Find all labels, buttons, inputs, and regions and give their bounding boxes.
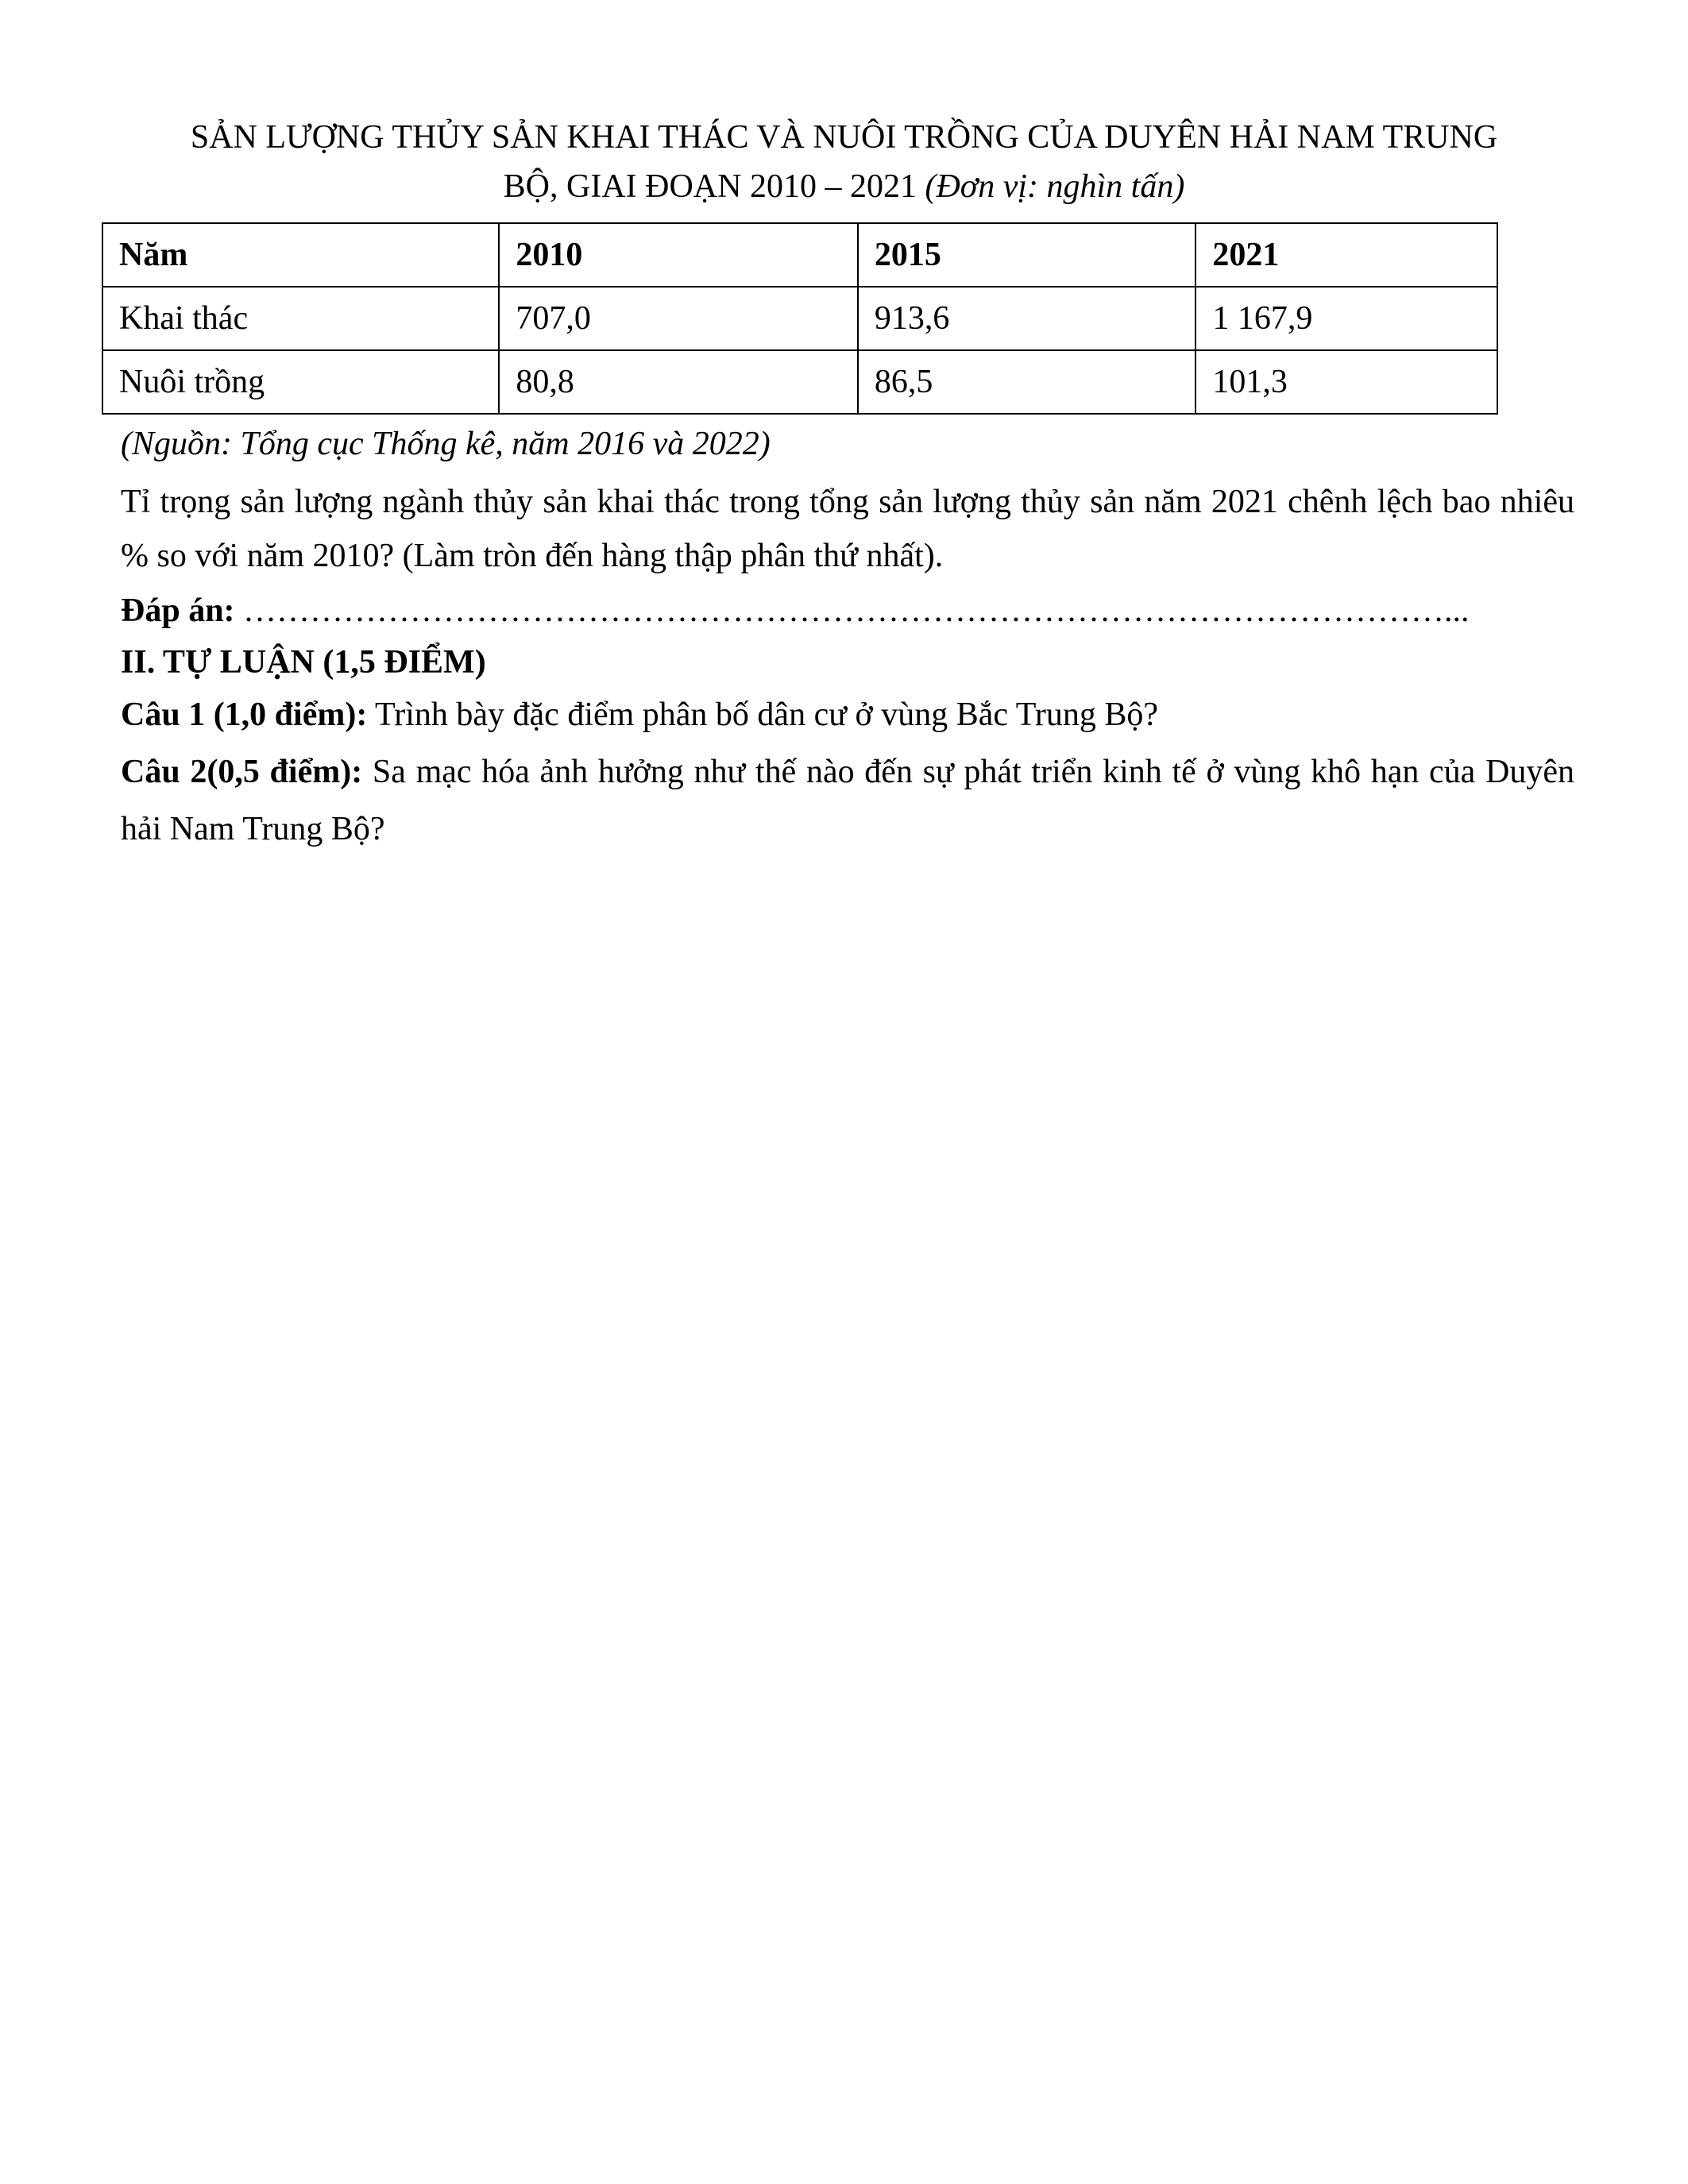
- data-table: [102, 222, 1498, 415]
- table-cell: 86,5: [858, 350, 1196, 414]
- source-note: (Nguồn: Tổng cục Thống kê, năm 2016 và 2022): [121, 426, 771, 462]
- question-text: Tỉ trọng sản lượng ngành thủy sản khai thác trong tổng sản lượng thủy sản năm 2021 chênh lệch bao nhiêu % so với năm 2010? (Làm tròn đến hàng thập phân thứ nhất).: [121, 484, 1574, 574]
- question-body: Sa mạc hóa ảnh hưởng như thế nào đến sự phát triển kinh tế ở vùng khô hạn của Duyên hải Nam Trung Bộ?: [121, 754, 1574, 847]
- row-label-cell: Khai thác: [102, 287, 499, 350]
- table-cell: 1 167,9: [1196, 287, 1497, 350]
- table-cell: 80,8: [499, 350, 857, 414]
- essay-question-1: [121, 686, 1574, 743]
- title-line-2: [111, 162, 1577, 211]
- answer-label: Đáp án:: [121, 592, 235, 629]
- essay-question-2: [121, 743, 1574, 858]
- header-cell-2021: 2021: [1196, 223, 1497, 287]
- header-cell-2010: 2010: [499, 223, 857, 287]
- title-unit: (Đơn vị: nghìn tấn): [925, 168, 1185, 205]
- row-label-cell: Nuôi trồng: [102, 350, 499, 414]
- table-cell: 707,0: [499, 287, 857, 350]
- table-header-row: [102, 223, 1497, 287]
- header-cell-2015: 2015: [858, 223, 1196, 287]
- question-label: Câu 2(0,5 điểm):: [121, 754, 363, 790]
- question-body: Trình bày đặc điểm phân bố dân cư ở vùng Bắc Trung Bộ?: [367, 696, 1159, 733]
- table-row: [102, 287, 1497, 350]
- header-cell-year: Năm: [102, 223, 499, 287]
- table-title: [111, 113, 1577, 211]
- title-line-2-main: BỘ, GIAI ĐOẠN 2010 – 2021: [503, 168, 925, 205]
- table-row: [102, 350, 1497, 414]
- section-heading: II. TỰ LUẬN (1,5 ĐIỂM): [121, 644, 486, 681]
- table-cell: 913,6: [858, 287, 1196, 350]
- title-line-1: SẢN LƯỢNG THỦY SẢN KHAI THÁC VÀ NUÔI TRỒNG CỦA DUYÊN HẢI NAM TRUNG: [190, 119, 1498, 156]
- answer-blank: ………………………………………………………………………………………………...: [234, 592, 1470, 629]
- table-cell: 101,3: [1196, 350, 1497, 414]
- question-label: Câu 1 (1,0 điểm):: [121, 696, 368, 733]
- answer-line: [121, 586, 1574, 635]
